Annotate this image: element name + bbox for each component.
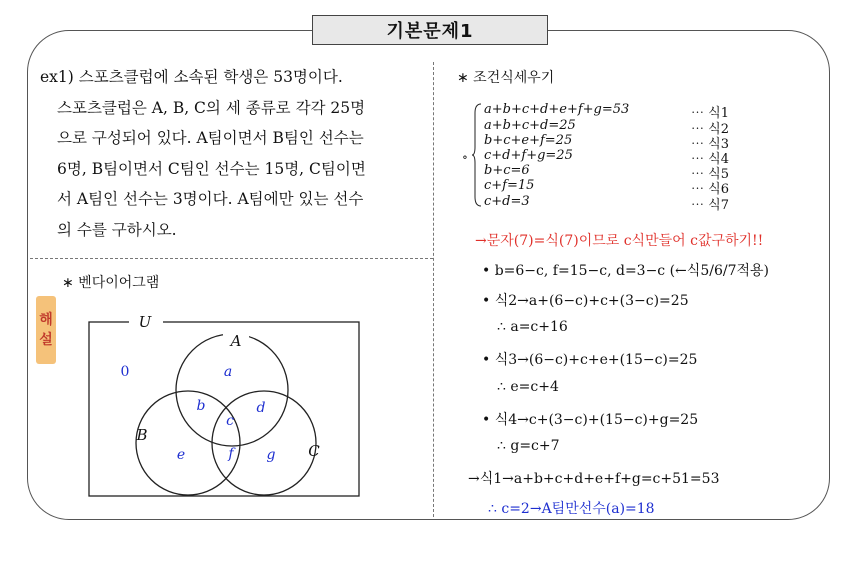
region-g: g (266, 447, 276, 463)
equation: a+b+c+d=25 (484, 118, 576, 133)
equation-row (484, 102, 729, 121)
solution-tab-char: 해 (39, 312, 53, 328)
system-brace (472, 103, 482, 207)
conditions-heading: ∗ 조건식세우기 (457, 70, 555, 86)
solution-step: • 식2→a+(6−c)+c+(3−c)=25 (482, 293, 689, 309)
region-f: f (228, 446, 234, 462)
region-e: e (176, 447, 186, 463)
region-outside: 0 (120, 364, 130, 380)
equation-tag: ⋯ 식3 (691, 137, 729, 152)
problem-line: ex1) 스포츠클럽에 소속된 학생은 53명이다. (40, 68, 343, 86)
problem-line: 6명, B팀이면서 C팀인 선수는 15명, C팀이면 (57, 159, 366, 178)
equation-row (484, 148, 729, 167)
solution-tab-char: 설 (39, 332, 53, 348)
equation: b+c+e+f=25 (484, 133, 573, 148)
equation-tag: ⋯ 식5 (691, 167, 729, 182)
equation-row (484, 194, 729, 213)
equation-tag: ⋯ 식2 (691, 122, 729, 137)
equation: c+f=15 (484, 178, 535, 193)
solution-step: • b=6−c, f=15−c, d=3−c (←식5/6/7적용) (482, 263, 769, 279)
set-b-circle (136, 391, 240, 495)
problem-line: 의 수를 구하시오. (57, 220, 177, 239)
set-c-label: C (308, 442, 320, 460)
equation-tag: ⋯ 식6 (691, 182, 729, 197)
set-b-label: B (136, 426, 148, 444)
solution-step: →식1→a+b+c+d+e+f+g=c+51=53 (468, 471, 720, 487)
problem-line: 서 A팀인 선수는 3명이다. A팀에만 있는 선수 (57, 190, 364, 208)
problem-statement (40, 62, 425, 245)
set-a-circle (176, 334, 288, 446)
equation-row (484, 118, 729, 137)
equation-row (484, 133, 729, 152)
region-c: c (226, 413, 234, 429)
problem-line: 스포츠클럽은 A, B, C의 세 종류로 각각 25명 (57, 98, 366, 117)
equation: b+c=6 (484, 163, 530, 178)
hint-line: →문자(7)=식(7)이므로 c식만들어 c값구하기!! (475, 233, 764, 249)
equation: a+b+c+d+e+f+g=53 (484, 102, 630, 117)
equation-tag: ⋯ 식1 (691, 106, 729, 121)
region-b: b (196, 398, 206, 414)
region-d: d (256, 400, 266, 416)
region-a: a (223, 364, 233, 380)
venn-heading: ∗ 벤다이어그램 (62, 275, 160, 291)
universe-label: U (138, 313, 152, 331)
solution-step: • 식4→c+(3−c)+(15−c)+g=25 (482, 412, 699, 428)
equation: c+d+f+g=25 (484, 148, 573, 163)
horizontal-divider (30, 258, 433, 259)
solution-step: ∴ a=c+16 (497, 319, 568, 335)
solution-step: ∴ e=c+4 (497, 379, 559, 395)
page-title: 기본문제1 (312, 15, 548, 45)
problem-line: 으로 구성되어 있다. A팀이면서 B팀인 선수는 (57, 129, 364, 147)
solution-tab (36, 296, 56, 364)
equation-tag: ⋯ 식7 (691, 198, 729, 213)
bullet-mark: ∘ (462, 150, 468, 164)
equation-row (484, 163, 729, 182)
venn-diagram (85, 306, 365, 500)
solution-step: ∴ g=c+7 (497, 438, 560, 454)
equation: c+d=3 (484, 194, 530, 209)
equation-row (484, 178, 729, 197)
equation-tag: ⋯ 식4 (691, 152, 729, 167)
final-answer: ∴ c=2→A팀만선수(a)=18 (488, 501, 655, 517)
set-a-label: A (230, 332, 242, 350)
solution-step: • 식3→(6−c)+c+e+(15−c)=25 (482, 352, 698, 368)
vertical-divider (433, 62, 434, 517)
